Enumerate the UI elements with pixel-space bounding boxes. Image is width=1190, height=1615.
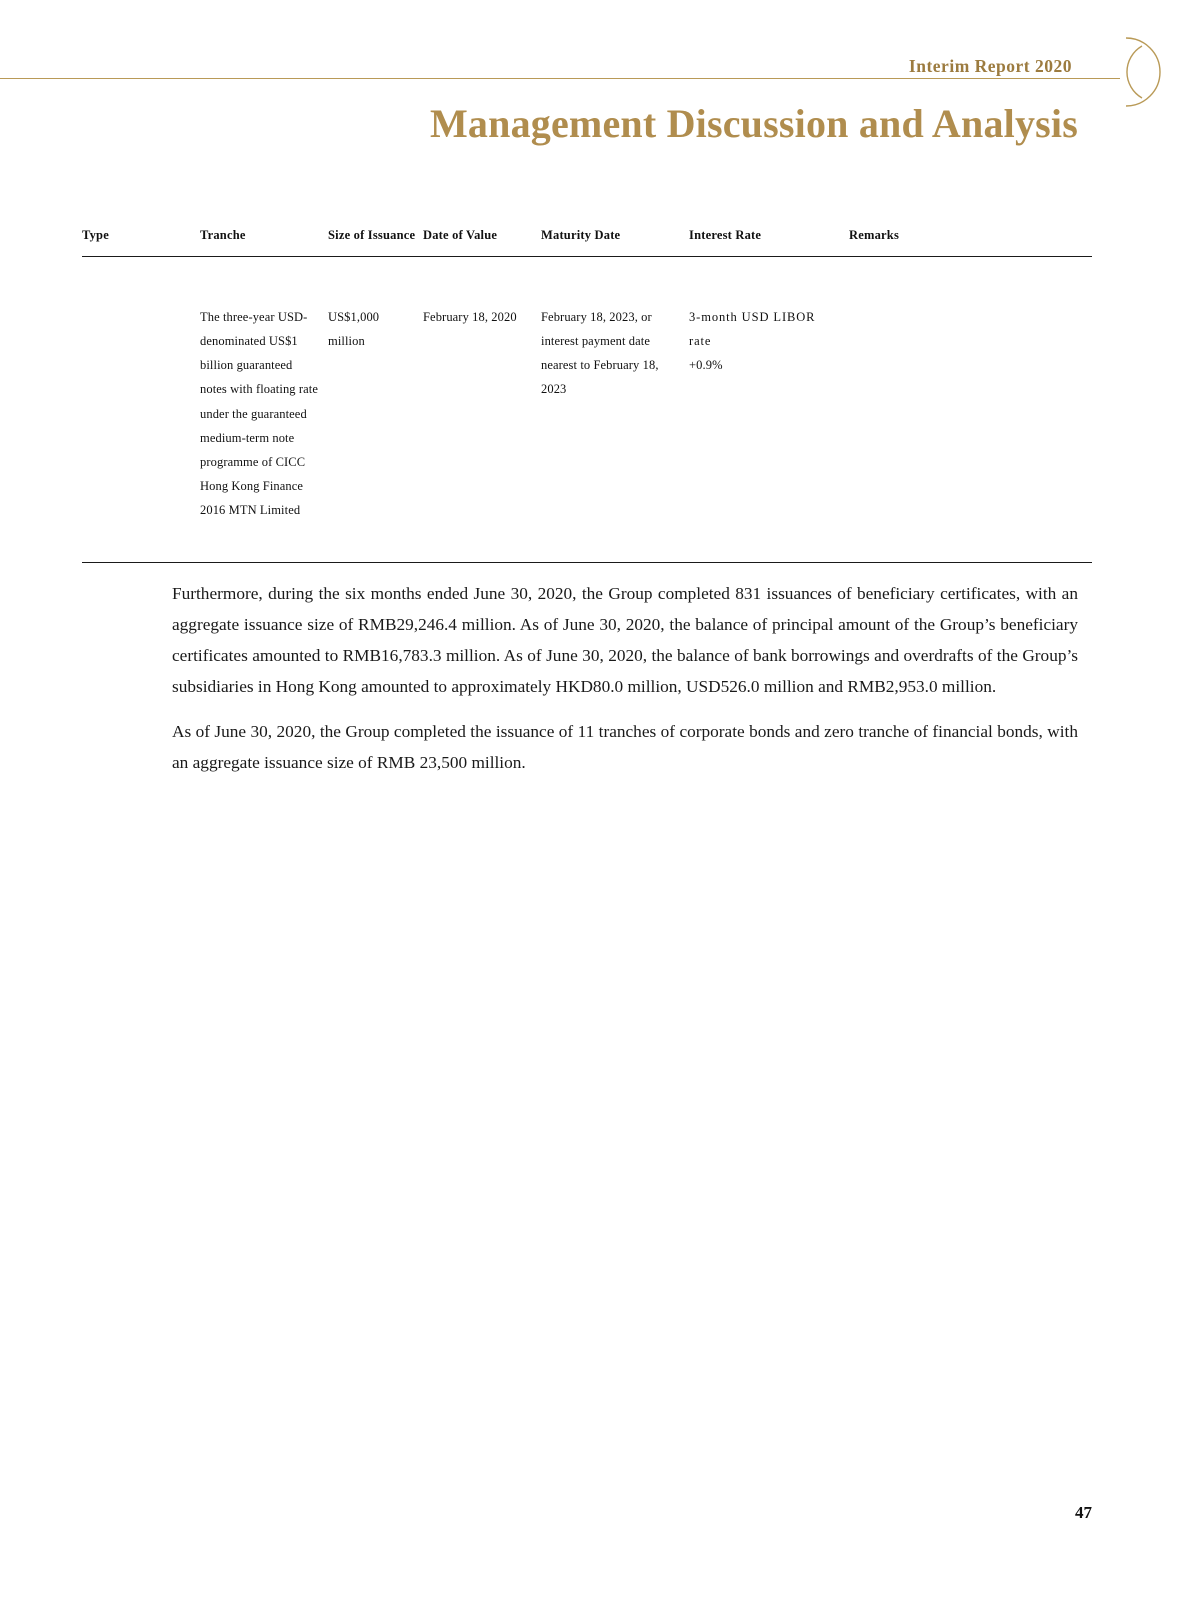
interest-rate-line-2: +0.9% [689,358,723,373]
report-label: Interim Report 2020 [908,56,1072,76]
cell-size: US$1,000 million [328,310,380,349]
column-header-type: Type [82,228,109,242]
paragraph-beneficiary-certificates: Furthermore, during the six months ended June 30, 2020, the Group completed 831 issuances of beneficiary certificates, with an aggregate issuance size of RMB29,246.4 million. As of June 30, 2020, the balance of principal amount of the Group’s beneficiary certificates amounted to RMB16,783.3 million. As of June 30, 2020, the balance of bank borrowings and overdrafts of the Group’s subsidiaries in Hong Kong amounted to approximately HKD80.0 million, USD526.0 million and RMB2,953.0 million. [172,584,1078,696]
table-row [82,257,1092,563]
header-divider [0,78,1120,79]
cell-date-of-value: February 18, 2020 [423,310,517,324]
bond-issuance-table [82,228,1092,563]
bond-issuance-table-container [82,228,1092,563]
column-header-maturity: Maturity Date [541,228,621,242]
cell-interest-rate [689,257,849,563]
cell-tranche: The three-year USD-denominated US$1 billion guaranteed notes with floating rate under the guaranteed medium-term note programme of CICC Hong Kong Finance 2016 MTN Limited [200,310,318,517]
column-header-remarks: Remarks [849,228,900,242]
cell-type [82,257,200,563]
interest-rate-line-1: 3-month USD LIBOR rate [689,310,816,349]
page-title: Management Discussion and Analysis [429,101,1078,146]
column-header-rate: Interest Rate [689,228,762,242]
column-header-size: Size of Issuance [328,228,416,242]
table-header-row [82,228,1092,256]
page-number: 47 [1075,1503,1092,1522]
cell-maturity: February 18, 2023, or interest payment date nearest to February 18, 2023 [541,310,659,397]
column-header-tranche: Tranche [200,228,246,242]
column-header-date: Date of Value [423,228,498,242]
cell-remarks [849,257,1092,563]
decorative-arc-icon [1090,36,1162,108]
paragraph-corporate-bonds: As of June 30, 2020, the Group completed the issuance of 11 tranches of corporate bonds and zero tranche of financial bonds, with an aggregate issuance size of RMB 23,500 million. [172,722,1078,773]
table-bottom-rule [82,562,1092,563]
